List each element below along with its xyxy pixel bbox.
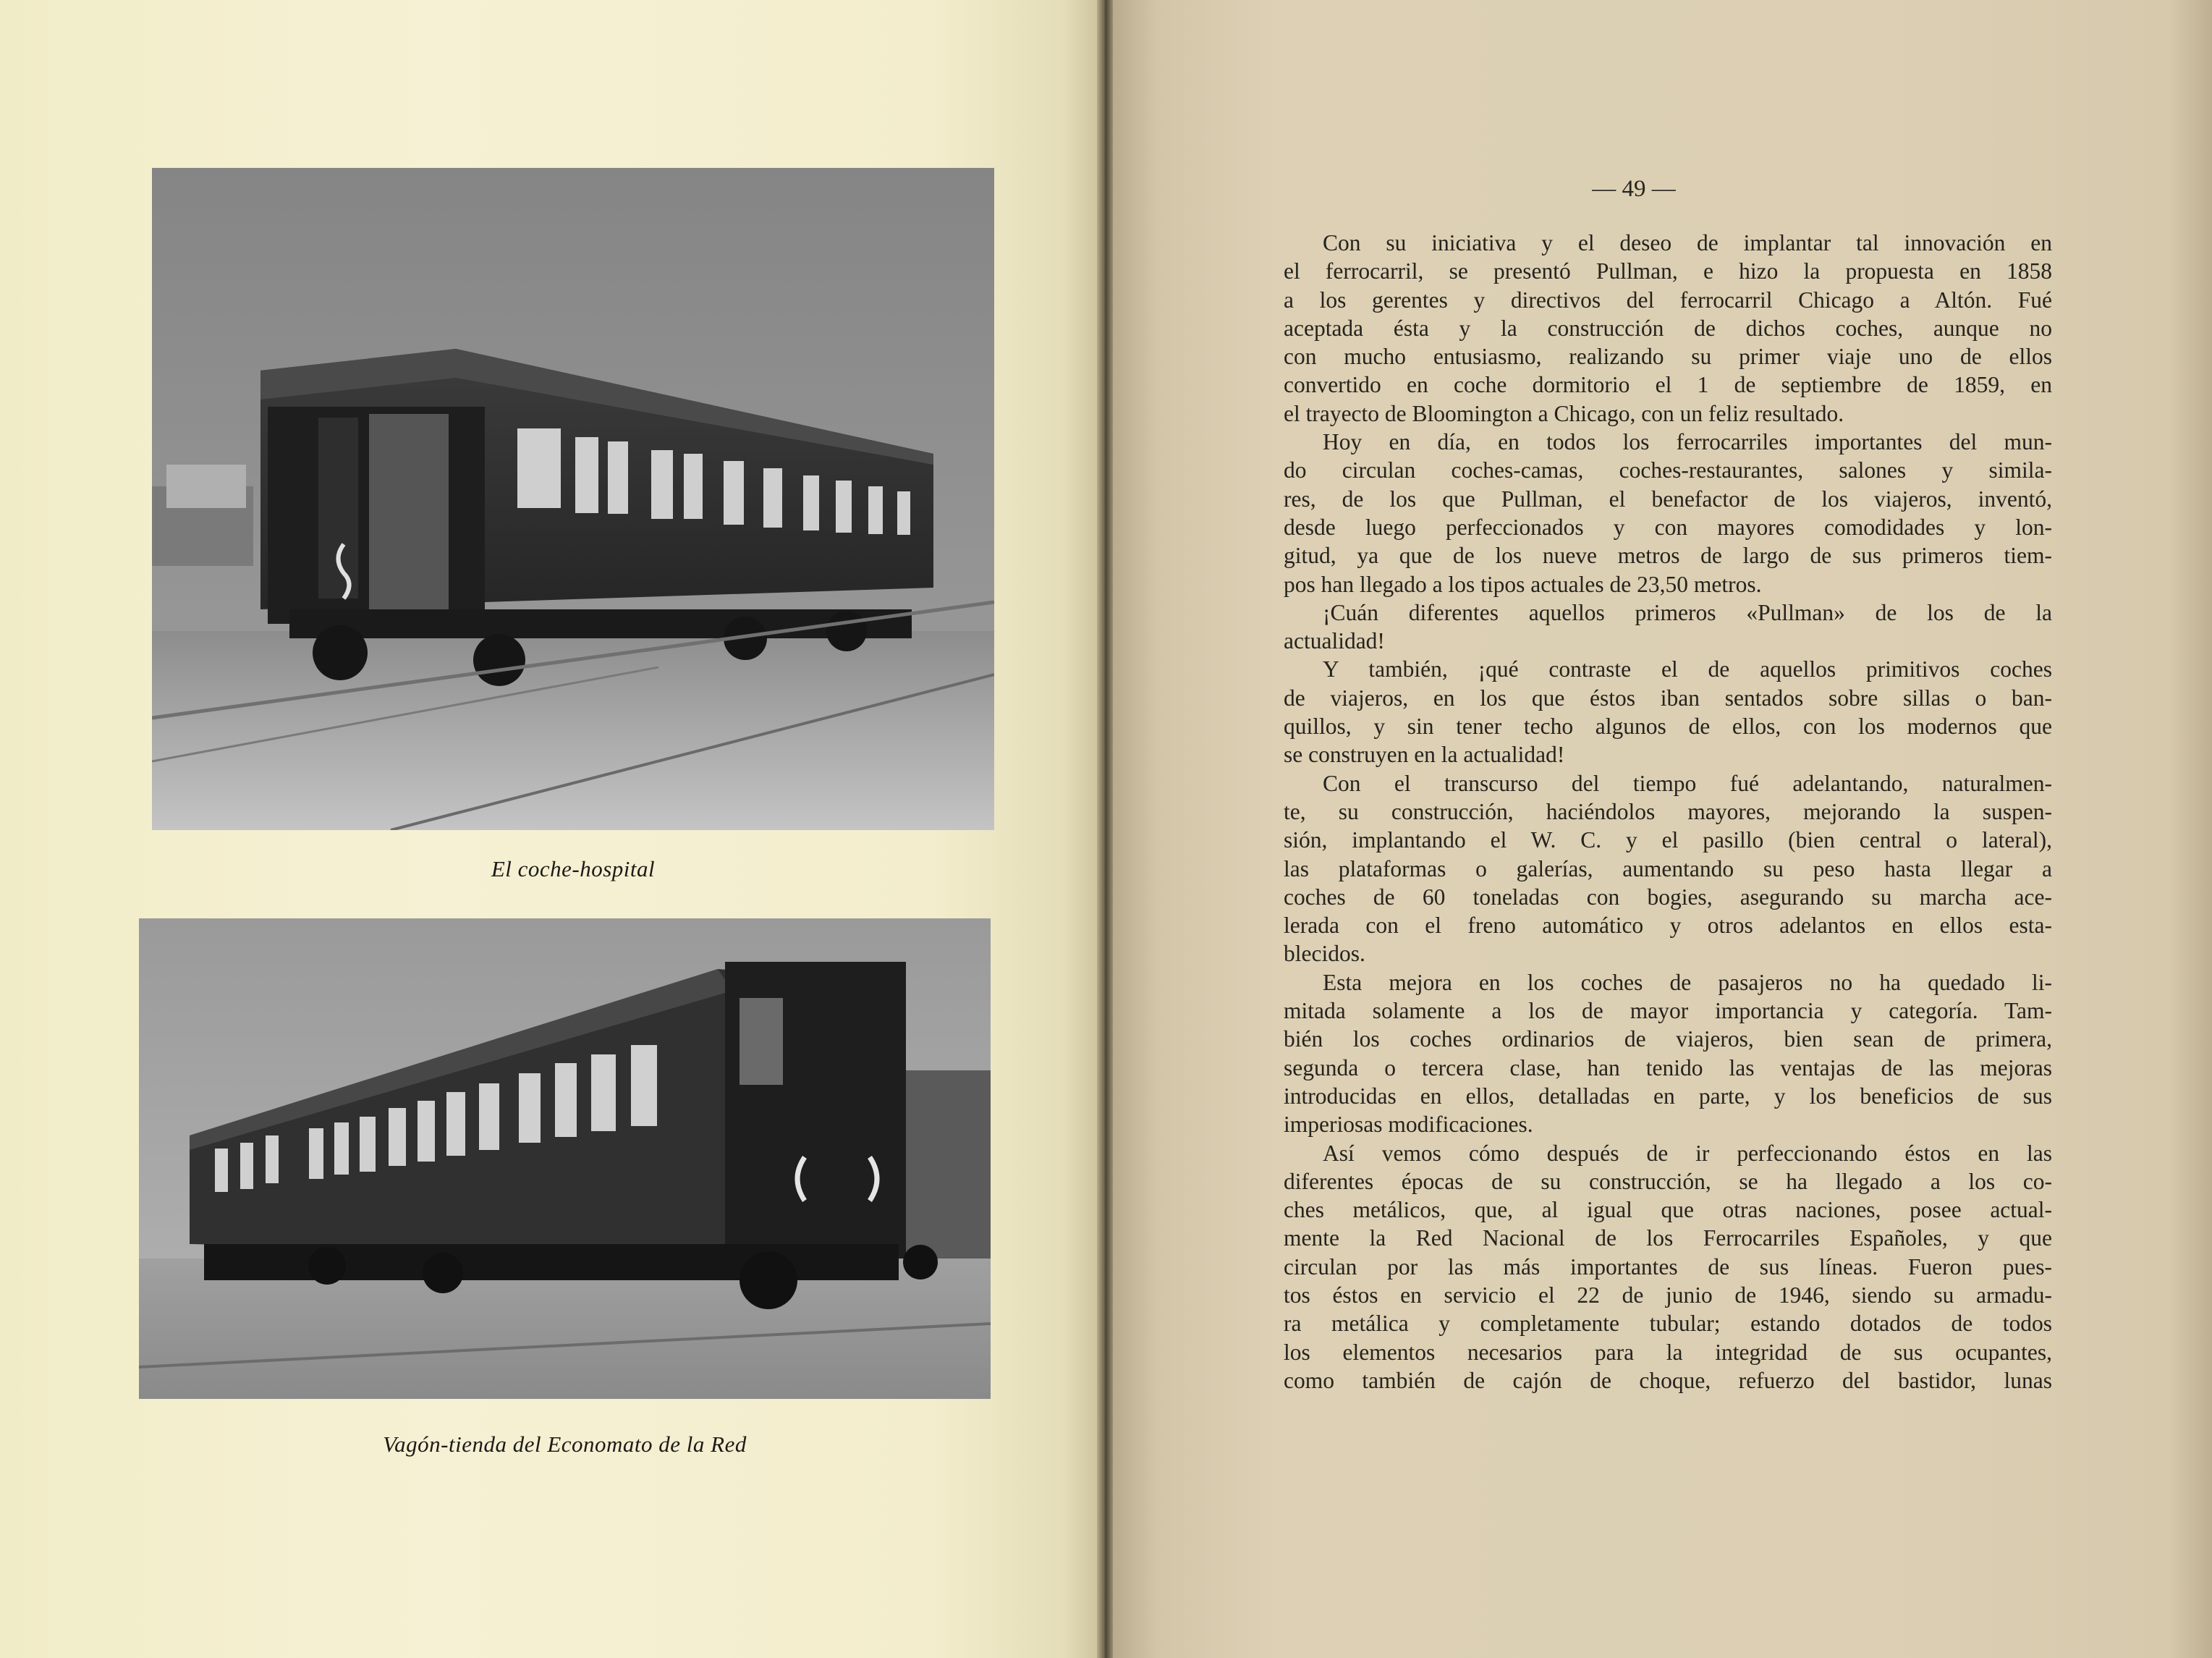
- text-line: gitud, ya que de los nueve metros de largo de sus primeros tiem-: [1284, 543, 2052, 569]
- text-line: Con el transcurso del tiempo fué adelantando, naturalmen-: [1323, 770, 2052, 796]
- text-line: los elementos necesarios para la integridad de sus ocupantes,: [1284, 1339, 2052, 1365]
- text-line: de viajeros, en los que éstos iban sentados sobre sillas o ban-: [1284, 685, 2052, 711]
- text-line: el trayecto de Bloomington a Chicago, con un feliz resultado.: [1284, 400, 1844, 426]
- text-line: Hoy en día, en todos los ferrocarriles importantes del mun-: [1323, 429, 2052, 455]
- text-line: como también de cajón de choque, refuerzo del bastidor, lunas: [1284, 1367, 2052, 1393]
- text-line: ¡Cuán diferentes aquellos primeros «Pullman» de los de la: [1323, 599, 2052, 625]
- text-line: tos éstos en servicio el 22 de junio de 1946, siendo su armadu-: [1284, 1282, 2052, 1308]
- page-number: — 49 —: [1592, 176, 1676, 202]
- text-line: bién los coches ordinarios de viajeros, bien sean de primera,: [1284, 1026, 2052, 1052]
- text-line: el ferrocarril, se presentó Pullman, e hizo la propuesta en 1858: [1284, 258, 2052, 284]
- text-line: coches de 60 toneladas con bogies, asegurando su marcha ace-: [1284, 884, 2052, 910]
- text-line: segunda o tercera clase, han tenido las ventajas de las mejoras: [1284, 1054, 2052, 1080]
- text-line: ra metálica y completamente tubular; estando dotados de todos: [1284, 1311, 2052, 1337]
- railway-carriage-photo-icon: [139, 918, 991, 1399]
- text-line: las plataformas o galerías, aumentando su peso hasta llegar a: [1284, 855, 2052, 881]
- text-line: mitada solamente a los de mayor importancia y categoría. Tam-: [1284, 998, 2052, 1024]
- left-page: [0, 0, 1097, 1658]
- railway-carriage-photo-icon: [152, 168, 994, 830]
- caption-coche-hospital: El coche-hospital: [491, 856, 656, 881]
- text-line: ches metálicos, que, al igual que otras naciones, posee actual-: [1284, 1197, 2052, 1223]
- photo-coche-hospital: [152, 168, 994, 830]
- photo-vagon-tienda: [139, 918, 991, 1399]
- text-line: introducidas en ellos, detalladas en parte, y los beneficios de sus: [1284, 1083, 2052, 1109]
- body-text: [1284, 229, 2052, 1395]
- text-line: Así vemos cómo después de ir perfeccionando éstos en las: [1323, 1140, 2052, 1166]
- book-gutter: [1097, 0, 1113, 1658]
- text-line: actualidad!: [1284, 628, 1385, 654]
- text-line: lerada con el freno automático y otros adelantos en ellos esta-: [1284, 913, 2052, 939]
- text-line: sión, implantando el W. C. y el pasillo (bien central o lateral),: [1284, 827, 2052, 853]
- text-line: circulan por las más importantes de sus líneas. Fueron pues-: [1284, 1253, 2052, 1280]
- text-line: Con su iniciativa y el deseo de implantar tal innovación en: [1323, 230, 2052, 255]
- text-line: blecidos.: [1284, 941, 1365, 967]
- text-line: se construyen en la actualidad!: [1284, 742, 1565, 768]
- text-line: aceptada ésta y la construcción de dichos coches, aunque no: [1284, 315, 2052, 341]
- text-line: quillos, y sin tener techo algunos de ellos, con los modernos que: [1284, 714, 2052, 740]
- text-line: te, su construcción, haciéndolos mayores, mejorando la suspen-: [1284, 798, 2052, 824]
- text-line: desde luego perfeccionados y con mayores comodidades y lon-: [1284, 514, 2052, 540]
- text-line: diferentes épocas de su construcción, se ha llegado a los co-: [1284, 1168, 2052, 1194]
- text-line: res, de los que Pullman, el benefactor de los viajeros, inventó,: [1284, 486, 2052, 512]
- text-line: do circulan coches-camas, coches-restaurantes, salones y simila-: [1284, 457, 2052, 483]
- text-line: Y también, ¡qué contraste el de aquellos primitivos coches: [1323, 656, 2052, 682]
- text-line: Esta mejora en los coches de pasajeros no ha quedado li-: [1323, 969, 2052, 995]
- text-line: con mucho entusiasmo, realizando su primer viaje uno de ellos: [1284, 344, 2052, 370]
- text-line: mente la Red Nacional de los Ferrocarriles Españoles, y que: [1284, 1225, 2052, 1251]
- text-line: a los gerentes y directivos del ferrocarril Chicago a Altón. Fué: [1284, 287, 2052, 313]
- text-line: imperiosas modificaciones.: [1284, 1112, 1533, 1138]
- text-line: convertido en coche dormitorio el 1 de septiembre de 1859, en: [1284, 372, 2052, 398]
- text-line: pos han llegado a los tipos actuales de 23,50 metros.: [1284, 571, 1762, 597]
- right-page: [1113, 0, 2212, 1658]
- caption-vagon-tienda: Vagón-tienda del Economato de la Red: [383, 1431, 747, 1457]
